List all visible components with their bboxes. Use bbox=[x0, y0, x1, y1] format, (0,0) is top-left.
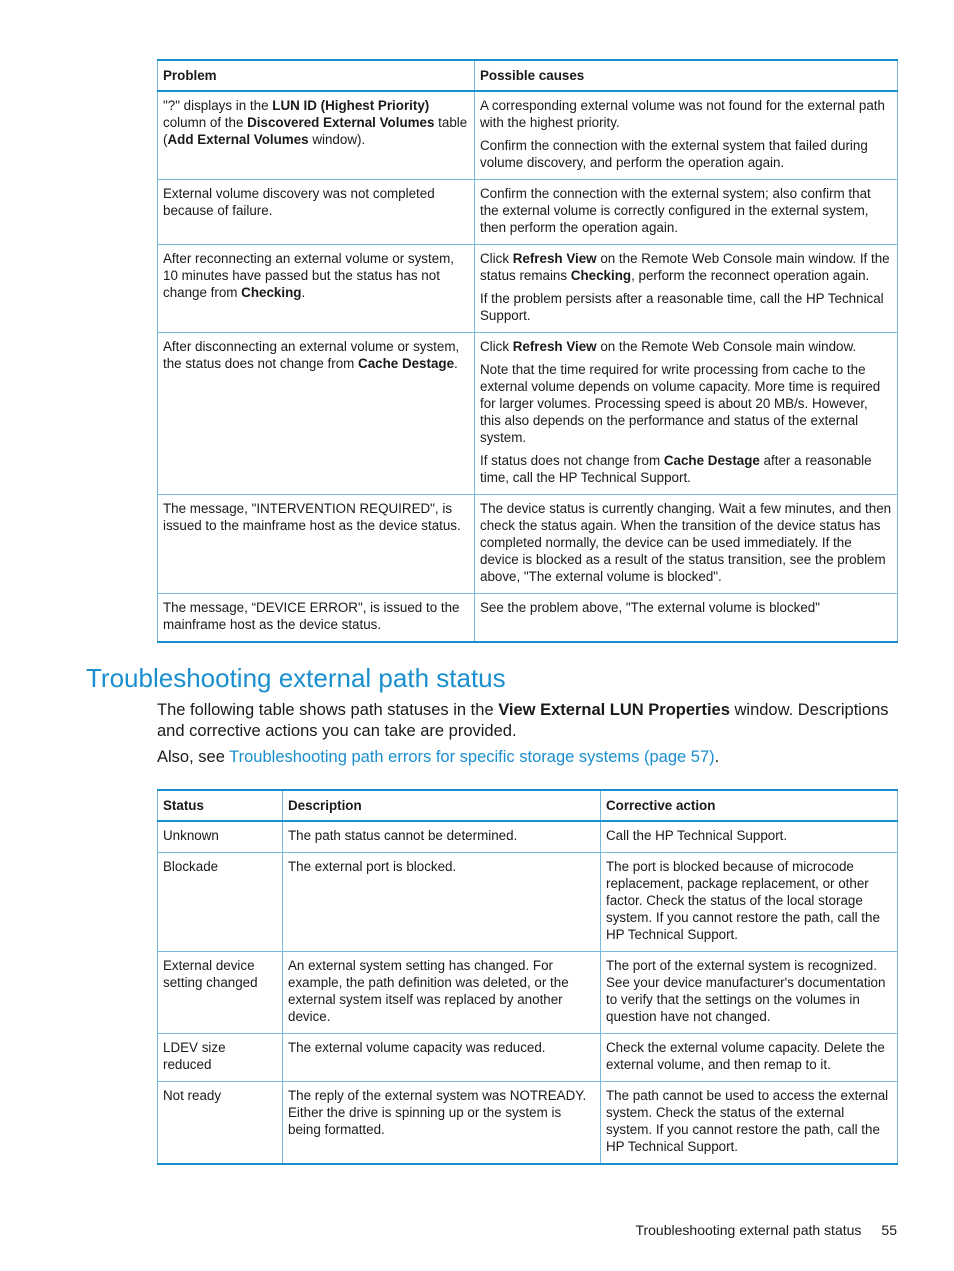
bold-term: Checking bbox=[570, 268, 632, 283]
cause-paragraph bbox=[480, 500, 892, 585]
problems-table-body bbox=[158, 91, 898, 642]
cause-paragraph bbox=[480, 338, 892, 355]
column-header-status: Status bbox=[158, 790, 283, 821]
problem-cell bbox=[158, 495, 475, 594]
possible-causes-cell bbox=[475, 594, 898, 643]
description-cell: The external volume capacity was reduced. bbox=[283, 1034, 601, 1082]
section-heading: Troubleshooting external path status bbox=[86, 663, 506, 693]
text-run: Confirm the connection with the external system that failed during volume discovery, and perform the operation again. bbox=[480, 138, 868, 170]
bold-term: Refresh View bbox=[512, 339, 597, 354]
text-run: window). bbox=[308, 132, 366, 147]
status-cell: Unknown bbox=[158, 821, 283, 853]
bold-term: LUN ID (Highest Priority) bbox=[272, 98, 430, 113]
status-cell: External device setting changed bbox=[158, 952, 283, 1034]
text-run: After disconnecting an external volume or system, the status does not change from bbox=[163, 339, 460, 371]
possible-causes-cell bbox=[475, 495, 898, 594]
text-run: Note that the time required for write processing from cache to the external volume depends on volume capacity. More time is required for larger volumes. Processing speed is about 20 MB/s. However, this also depends on the performance and status of the external system. bbox=[480, 362, 881, 445]
text-run: , perform the reconnect operation again. bbox=[631, 268, 870, 283]
status-cell: Blockade bbox=[158, 853, 283, 952]
table-row bbox=[158, 245, 898, 333]
cause-paragraph bbox=[480, 290, 892, 324]
possible-causes-cell bbox=[475, 91, 898, 180]
table-row bbox=[158, 853, 898, 952]
corrective-action-cell: The port of the external system is recognized. See your device manufacturer's documentation to verify that the settings on the volumes in question have not changed. bbox=[601, 952, 898, 1034]
text-run: on the Remote Web Console main window. bbox=[596, 339, 857, 354]
description-cell: The reply of the external system was NOTREADY. Either the drive is spinning up or the system is being formatted. bbox=[283, 1082, 601, 1165]
table-row bbox=[158, 333, 898, 495]
column-header-description: Description bbox=[283, 790, 601, 821]
text-run: table ( bbox=[163, 115, 468, 147]
possible-causes-cell bbox=[475, 245, 898, 333]
cause-paragraph bbox=[480, 137, 892, 171]
see-also-prefix: Also, see bbox=[157, 748, 230, 766]
column-header-problem: Problem bbox=[158, 60, 475, 91]
description-cell: The path status cannot be determined. bbox=[283, 821, 601, 853]
text-run: Click bbox=[480, 339, 513, 354]
bold-term: Refresh View bbox=[512, 251, 597, 266]
cross-reference-link[interactable]: Troubleshooting path errors for specific storage systems (page 57) bbox=[229, 748, 715, 766]
text-run: If the problem persists after a reasonable time, call the HP Technical Support. bbox=[480, 291, 884, 323]
table-row bbox=[158, 1082, 898, 1165]
possible-causes-cell bbox=[475, 180, 898, 245]
table-header-row bbox=[158, 60, 898, 91]
path-status-table bbox=[157, 789, 898, 1165]
text-run: . bbox=[301, 285, 306, 300]
cause-paragraph bbox=[480, 599, 892, 616]
corrective-action-cell: The path cannot be used to access the external system. Check the status of the external system. If you cannot restore the path, call the HP Technical Support. bbox=[601, 1082, 898, 1165]
text-run: . bbox=[454, 356, 458, 371]
see-also-paragraph bbox=[157, 747, 902, 768]
problems-table bbox=[157, 59, 898, 643]
cause-paragraph bbox=[480, 250, 892, 284]
bold-term: Cache Destage bbox=[663, 453, 760, 468]
text-run: on the Remote Web Console main window. If the status remains bbox=[480, 251, 890, 283]
text-run: The message, "INTERVENTION REQUIRED", is issued to the mainframe host as the device status. bbox=[163, 501, 461, 533]
possible-causes-cell bbox=[475, 333, 898, 495]
footer-section-title: Troubleshooting external path status bbox=[635, 1222, 862, 1238]
column-header-possible-causes: Possible causes bbox=[475, 60, 898, 91]
table-row bbox=[158, 594, 898, 643]
problem-cell bbox=[158, 333, 475, 495]
cause-paragraph bbox=[480, 97, 892, 131]
cause-paragraph bbox=[480, 361, 892, 446]
description-cell: An external system setting has changed. For example, the path definition was deleted, or the external system itself was replaced by another device. bbox=[283, 952, 601, 1034]
column-header-corrective-action: Corrective action bbox=[601, 790, 898, 821]
table-row bbox=[158, 91, 898, 180]
text-run: Confirm the connection with the external system; also confirm that the external volume is correctly configured in the external system, then perform the operation again. bbox=[480, 186, 871, 235]
text-run: The message, “DEVICE ERROR", is issued to the mainframe host as the device status. bbox=[163, 600, 460, 632]
bold-term: Discovered External Volumes bbox=[247, 115, 435, 130]
intro-paragraph bbox=[157, 700, 902, 742]
text-run: "?" displays in the bbox=[163, 98, 273, 113]
text-run: after a reasonable time, call the HP Technical Support. bbox=[480, 453, 872, 485]
table-row bbox=[158, 495, 898, 594]
status-cell: LDEV size reduced bbox=[158, 1034, 283, 1082]
see-also-suffix: . bbox=[714, 748, 720, 766]
status-cell: Not ready bbox=[158, 1082, 283, 1165]
text-run: window. Descriptions and corrective actions you can take are provided. bbox=[157, 701, 889, 740]
corrective-action-cell: Call the HP Technical Support. bbox=[601, 821, 898, 853]
problem-cell bbox=[158, 594, 475, 643]
table-row bbox=[158, 821, 898, 853]
cause-paragraph bbox=[480, 185, 892, 236]
path-status-table-body bbox=[158, 821, 898, 1164]
text-run: See the problem above, "The external volume is blocked" bbox=[480, 600, 820, 615]
table-row bbox=[158, 1034, 898, 1082]
text-run: The device status is currently changing. Wait a few minutes, and then check the status again. When the transition of the device status has completed normally, the device can be used immediately. If the device is blocked as a result of the status transition, see the problem above, "The external volume is blocked". bbox=[480, 501, 892, 584]
problem-cell bbox=[158, 91, 475, 180]
text-run: The following table shows path statuses in the bbox=[157, 701, 499, 719]
problem-cell bbox=[158, 180, 475, 245]
text-run: If status does not change from bbox=[480, 453, 664, 468]
page-number: 55 bbox=[881, 1222, 897, 1238]
text-run: Click bbox=[480, 251, 513, 266]
text-run: column of the bbox=[163, 115, 248, 130]
table-header-row bbox=[158, 790, 898, 821]
bold-term: View External LUN Properties bbox=[498, 701, 730, 719]
description-cell: The external port is blocked. bbox=[283, 853, 601, 952]
bold-term: Checking bbox=[241, 285, 302, 300]
text-run: External volume discovery was not completed because of failure. bbox=[163, 186, 435, 218]
cause-paragraph bbox=[480, 452, 892, 486]
corrective-action-cell: Check the external volume capacity. Delete the external volume, and then remap to it. bbox=[601, 1034, 898, 1082]
text-run: A corresponding external volume was not found for the external path with the highest priority. bbox=[480, 98, 885, 130]
page-footer bbox=[635, 1222, 897, 1238]
table-row bbox=[158, 952, 898, 1034]
bold-term: Cache Destage bbox=[358, 356, 455, 371]
corrective-action-cell: The port is blocked because of microcode replacement, package replacement, or other factor. Check the status of the local storage system. If you cannot restore the path, call the HP Technical Support. bbox=[601, 853, 898, 952]
table-row bbox=[158, 180, 898, 245]
problem-cell bbox=[158, 245, 475, 333]
text-run: After reconnecting an external volume or system, 10 minutes have passed but the status has not change from bbox=[163, 251, 455, 300]
bold-term: Add External Volumes bbox=[167, 132, 309, 147]
